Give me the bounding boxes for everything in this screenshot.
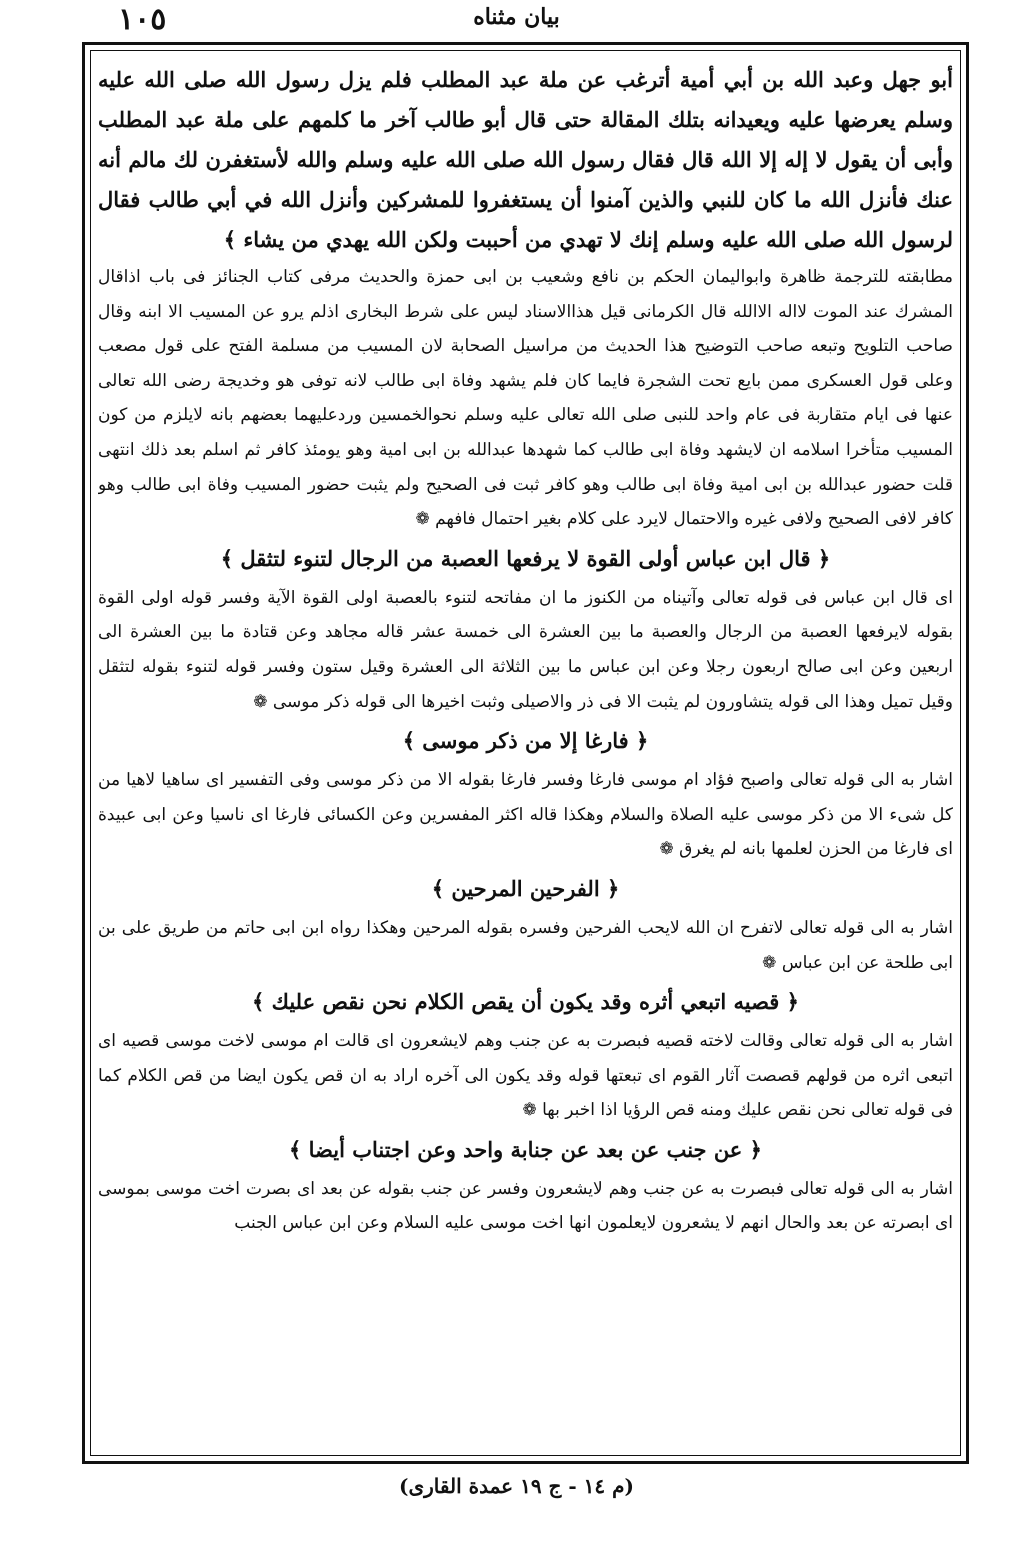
section-heading: ﴿ فارغا إلا من ذكر موسى ﴾ bbox=[402, 728, 649, 754]
footer-signature: (م ١٤ - ج ١٩ عمدة القارى) bbox=[399, 1474, 634, 1498]
section-text: اشار به الى قوله تعالى وقالت لاخته قصيه فبصرت به عن جنب وهم لايشعرون اى قالت ام موسى لاخت موسى قصيه اى اتبعى اثره من قولهم قصصت آثار القوم اى تبعتها قوله وقد يكون الى آخره اراد به ان قص يكون ايضا من قص الكلام كما فى قوله تعالى نحن نقص عليك ومنه قص الرؤيا اذا اخبر بها ❁ bbox=[98, 1031, 953, 1121]
section-heading: ﴿ الفرحين المرحين ﴾ bbox=[431, 875, 620, 901]
commentary-paragraph: مطابقته للترجمة ظاهرة وابواليمان الحكم بن نافع وشعيب بن ابى حمزة والحديث مرفى كتاب الجنائز فى باب اذاقال المشرك عند الموت لااله الاالله قال الكرمانى قيل هذاالاسناد ليس على شرط البخارى اذلم يرو عن المسيب الا ابنه وقال صاحب التلويح وتبعه صاحب التوضيح هذا الحديث من مراسيل الصحابة لان المسيب من مسلمة الفتح على قول مصعب وعلى قول العسكرى ممن بايع تحت الشجرة فايما كان فلم يشهد وفاة ابى طالب لانه توفى هو وخديجة رضى الله تعالى عنها فى ايام متقاربة فى عام واحد للنبى صلى الله تعالى عليه وسلم نحوالخمسين وردعليهما بعضهم بانه لايلزم من كون المسيب متأخرا اسلامه ان لايشهد وفاة ابى طالب كما شهدها عبدالله بن ابى امية وهو يومئذ كافر ثم اسلم بعد ذلك انتهى قلت حضور عبدالله بن ابى امية وفاة ابى طالب وهو كافر ثبت فى الصحيح ولم يثبت حضور المسيب وفاة ابى طالب وهو كافر لافى الصحيح ولافى غيره والاحتمال لايرد على كلام بغير احتمال فافهم ❁ bbox=[98, 267, 953, 530]
section-heading: ﴿ قال ابن عباس أولى القوة لا يرفعها العصبة من الرجال لتنوء لتثقل ﴾ bbox=[220, 545, 831, 571]
hadith-text: أبو جهل وعبد الله بن أبي أمية أترغب عن ملة عبد المطلب فلم يزل رسول الله صلى الله عليه وسلم يعرضها عليه ويعيدانه بتلك المقالة حتى قال أبو طالب آخر ما كلمهم على ملة عبد المطلب وأبى أن يقول لا إله إلا الله قال فقال رسول الله صلى الله عليه وسلم والله لأستغفرن لك مالم أنه عنك فأنزل الله ما كان للنبي والذين آمنوا أن يستغفروا للمشركين وأنزل الله في أبي طالب فقال لرسول الله صلى الله عليه وسلم إنك لا تهدي من أحببت ولكن الله يهدي من يشاء ﴾ bbox=[98, 67, 953, 252]
section-text: اشار به الى قوله تعالى لاتفرح ان الله لايحب الفرحين وفسره بقوله المرحين وهكذا رواه ابن ابى حاتم من طريق على بن ابى طلحة عن ابن عباس ❁ bbox=[98, 917, 953, 973]
section-text: اشار به الى قوله تعالى واصبح فؤاد ام موسى فارغا وفسر فارغا بقوله الا من ذكر موسى وفى التفسير اى ساهيا لاهيا من كل شىء الا من ذكر موسى عليه الصلاة والسلام وهكذا قاله اكثر المفسرين وعن الكسائى فارغا اى ناسيا وعن ابى عبيدة اى فارغا من الحزن لعلمها بانه لم يغرق ❁ bbox=[98, 770, 953, 860]
page-number: ١٠٥ bbox=[118, 2, 167, 37]
page-body bbox=[98, 60, 953, 1450]
running-title: بيان مثناه bbox=[473, 4, 560, 30]
section-heading: ﴿ قصيه اتبعي أثره وقد يكون أن يقص الكلام نحن نقص عليك ﴾ bbox=[252, 989, 799, 1015]
section-text: اشار به الى قوله تعالى فبصرت به عن جنب وهم لايشعرون وفسر عن جنب بقوله عن بعد اى بصرت اخت موسى بموسى اى ابصرته عن بعد والحال انهم لا يشعرون لايعلمون انها اخت موسى عليه السلام وعن ابن عباس الجنب bbox=[98, 1178, 953, 1234]
section-text: اى قال ابن عباس فى قوله تعالى وآتيناه من الكنوز ما ان مفاتحه لتنوء بالعصبة اولى القوة الآية وفسر قوله اولى القوة بقوله لايرفعها العصبة من الرجال والعصبة ما بين العشرة الى خمسة عشر قاله مجاهد وعن قتادة ما بين العشرة الى اربعين وعن ابى صالح اربعون رجلا وعن ابن عباس ما بين الثلاثة الى العشرة وقيل ستون وفسر قوله لتنوء بقوله لتثقل وقيل تميل وهذا الى قوله يتشاورون لم يثبت الا فى ذر والاصيلى وثبت اخيرها الى قوله ذكر موسى ❁ bbox=[98, 587, 953, 712]
section-heading: ﴿ عن جنب عن بعد عن جنابة واحد وعن اجتناب أيضا ﴾ bbox=[289, 1136, 762, 1162]
